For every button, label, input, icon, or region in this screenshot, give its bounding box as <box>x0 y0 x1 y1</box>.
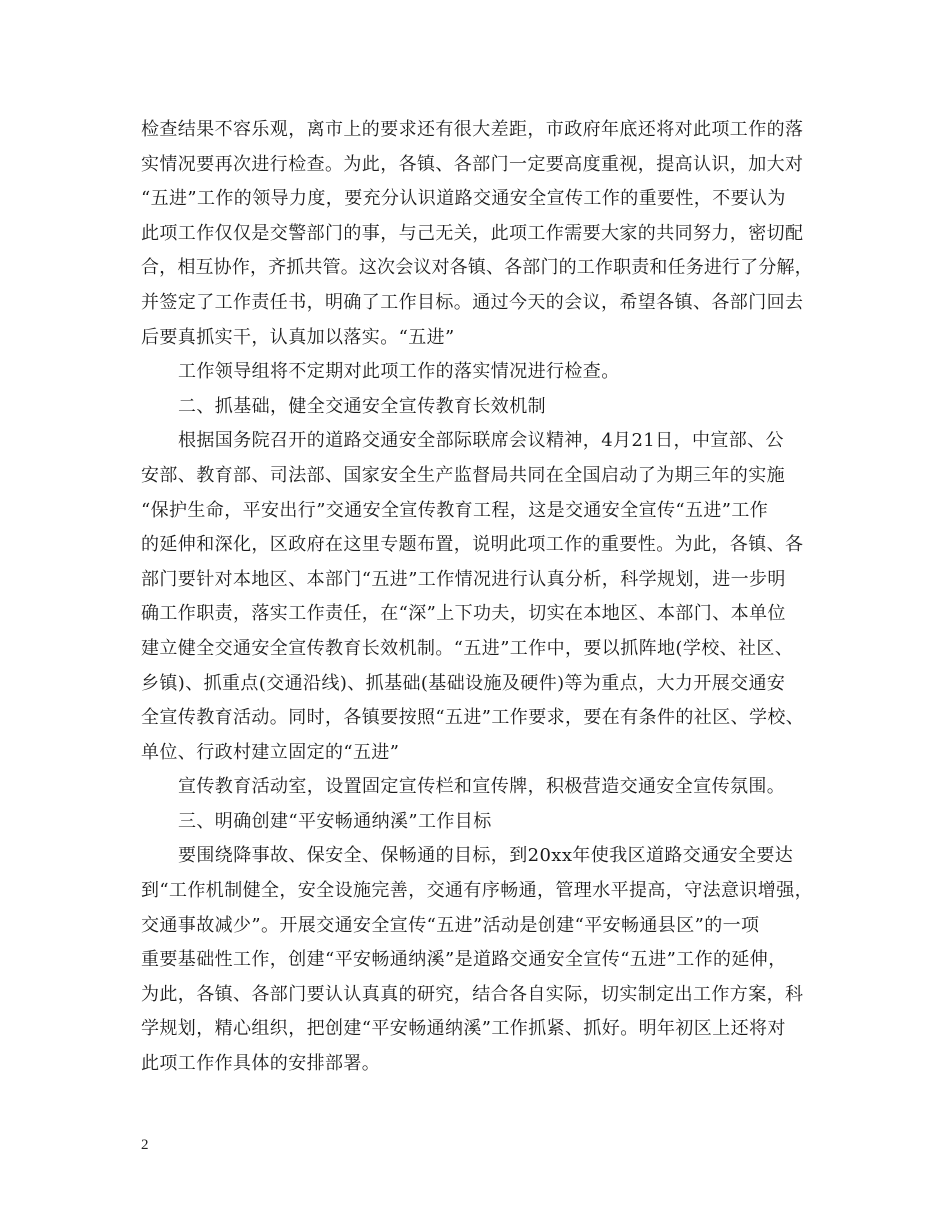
text-line: 部门要针对本地区、本部门“五进”工作情况进行认真分析，科学规划，进一步明 <box>141 568 786 590</box>
text-line: 重要基础性工作，创建“平安畅通纳溪”是道路交通安全宣传“五进”工作的延伸， <box>141 949 787 971</box>
text-line: 全宣传教育活动。同时，各镇要按照“五进”工作要求，要在有条件的社区、学校、 <box>141 707 805 729</box>
text-line: 并签定了工作责任书，明确了工作目标。通过今天的会议，希望各镇、各部门回去 <box>141 291 804 313</box>
text-line: 二、抓基础，健全交通安全宣传教育长效机制 <box>178 395 546 417</box>
text-line: 要围绕降事故、保安全、保畅通的目标，到20xx年使我区道路交通安全要达 <box>178 845 794 867</box>
text-line: 检查结果不容乐观，离市上的要求还有很大差距，市政府年底还将对此项工作的落 <box>141 119 804 140</box>
text-line: 交通事故减少”。开展交通安全宣传“五进”活动是创建“平安畅通县区”的一项 <box>141 914 760 936</box>
text-line: 工作领导组将不定期对此项工作的落实情况进行检查。 <box>178 361 620 383</box>
text-line: “保护生命，平安出行”交通安全宣传教育工程，这是交通安全宣传“五进”工作 <box>141 499 769 521</box>
text-line: 单位、行政村建立固定的“五进” <box>141 741 400 763</box>
text-line: 此项工作仅仅是交警部门的事，与己无关，此项工作需要大家的共同努力，密切配 <box>141 222 804 244</box>
text-line: 学规划，精心组织，把创建“平安畅通纳溪”工作抓紧、抓好。明年初区上还将对 <box>141 1018 786 1040</box>
text-line: 为此，各镇、各部门要认认真真的研究，结合各自实际，切实制定出工作方案，科 <box>141 983 804 1005</box>
page-number: 2 <box>141 1137 149 1153</box>
text-line: 合，相互协作，齐抓共管。这次会议对各镇、各部门的工作职责和任务进行了分解， <box>141 257 813 279</box>
text-line: 实情况要再次进行检查。为此，各镇、各部门一定要高度重视，提高认识，加大对 <box>141 153 804 175</box>
document-body <box>141 113 813 1082</box>
text-line: 后要真抓实干，认真加以落实。“五进” <box>141 326 455 348</box>
text-line: 建立健全交通安全宣传教育长效机制。“五进”工作中，要以抓阵地(学校、社区、 <box>141 637 794 659</box>
text-line: “五进”工作的领导力度，要充分认识道路交通安全宣传工作的重要性，不要认为 <box>141 188 786 210</box>
text-line: 安部、教育部、司法部、国家安全生产监督局共同在全国启动了为期三年的实施 <box>141 464 785 486</box>
text-line: 乡镇)、抓重点(交通沿线)、抓基础(基础设施及硬件)等为重点，大力开展交通安 <box>141 672 786 694</box>
text-line: 根据国务院召开的道路交通安全部际联席会议精神，4月21日，中宣部、公 <box>178 430 784 452</box>
text-line: 此项工作作具体的安排部署。 <box>141 1053 381 1075</box>
text-line: 宣传教育活动室，设置固定宣传栏和宣传牌，积极营造交通安全宣传氛围。 <box>178 776 786 798</box>
text-line: 三、明确创建“平安畅通纳溪”工作目标 <box>178 810 492 832</box>
text-line: 确工作职责，落实工作责任，在“深”上下功夫，切实在本地区、本部门、本单位 <box>141 603 786 625</box>
text-line: 到“工作机制健全，安全设施完善，交通有序畅通，管理水平提高，守法意识增强， <box>141 880 813 902</box>
text-line: 的延伸和深化，区政府在这里专题布置，说明此项工作的重要性。为此，各镇、各 <box>141 534 804 556</box>
